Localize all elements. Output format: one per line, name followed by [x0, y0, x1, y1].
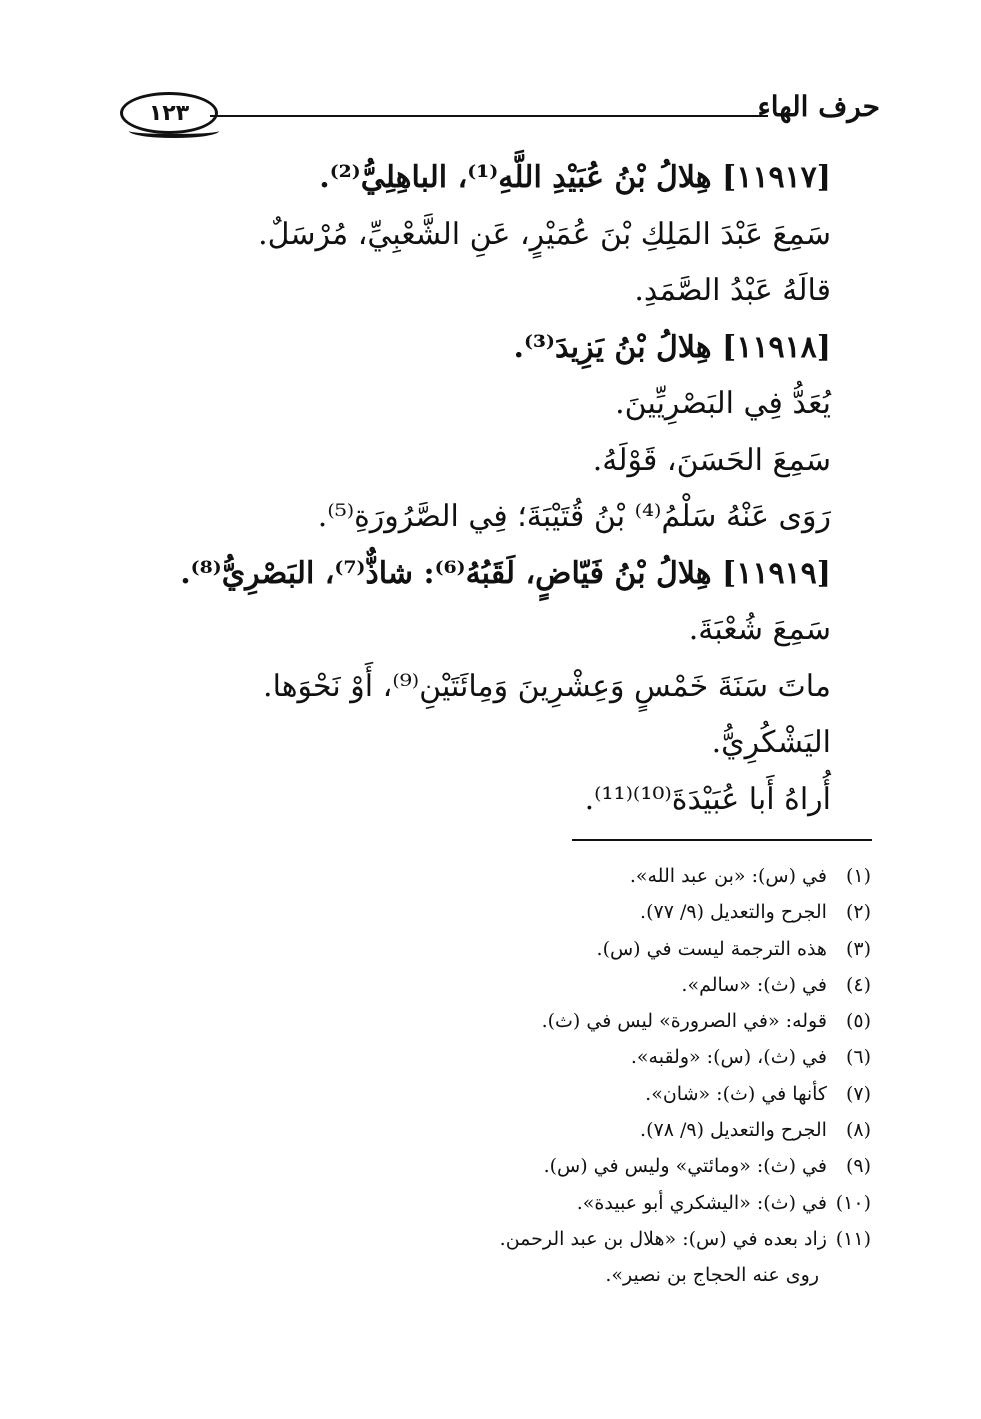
footnote-text: في (س): «بن عبد الله». — [629, 865, 827, 887]
footnote — [111, 1076, 871, 1112]
entry-heading: [١١٩١٨] هِلالُ بْنُ يَزِيدَ⁽³⁾. — [513, 329, 831, 365]
footnote — [111, 1039, 871, 1075]
footnote-number: (٣) — [845, 937, 871, 960]
footnote-text: في (ث)، (س): «ولقبه». — [630, 1046, 827, 1069]
footnote-number: (١١) — [835, 1227, 871, 1250]
footnote-separator — [572, 839, 872, 841]
footnote-text: قوله: «في الصرورة» ليس في (ث). — [541, 1010, 827, 1033]
footnote — [111, 1221, 871, 1257]
footnote-text: الجرح والتعديل (٩/ ٧٨). — [640, 1119, 827, 1142]
footnote — [111, 894, 871, 930]
header-rule — [210, 115, 768, 117]
footnote — [111, 931, 871, 967]
footnote-number: (٥) — [845, 1010, 871, 1033]
footnote — [111, 858, 871, 894]
footnote-text: الجرح والتعديل (٩/ ٧٧). — [640, 901, 827, 924]
text-line: ماتَ سَنَةَ خَمْسٍ وَعِشْرِينَ وَمِائَتَيْنِ⁽⁹⁾، أَوْ نَحْوَها. — [263, 668, 831, 704]
text-line: سَمِعَ عَبْدَ المَلِكِ بْنَ عُمَيْرٍ، عَنِ الشَّعْبِيِّ، مُرْسَلٌ. — [258, 216, 831, 252]
footnote-text: هذه الترجمة ليست في (س). — [596, 937, 827, 960]
footnote — [111, 1112, 871, 1148]
text-line: اليَشْكُرِيُّ. — [711, 725, 831, 760]
footnote-text: روى عنه الحجاج بن نصير». — [605, 1264, 819, 1287]
text-line: سَمِعَ شُعْبَةَ. — [688, 612, 831, 647]
footnote-number: (٤) — [845, 973, 871, 996]
page-number: ١٢٣ — [120, 92, 218, 134]
footnote-number: (٢) — [845, 901, 871, 924]
footnote-number: (١) — [845, 865, 871, 887]
text-line: أُراهُ أَبا عُبَيْدَةَ⁽¹⁰⁾⁽¹¹⁾. — [584, 781, 831, 817]
page-header — [120, 84, 880, 144]
footnote-text: في (ث): «اليشكري أبو عبيدة». — [576, 1191, 827, 1214]
text-line: رَوَى عَنْهُ سَلْمُ⁽⁴⁾ بْنُ قُتَيْبَةَ؛ فِي الصَّرُورَةِ⁽⁵⁾. — [317, 499, 831, 534]
text-line: سَمِعَ الحَسَنَ، قَوْلَهُ. — [592, 442, 831, 478]
footnote-number: (٨) — [845, 1119, 871, 1142]
main-text — [111, 150, 831, 828]
footnote-text: في (ث): «سالم». — [681, 973, 827, 996]
chapter-title: حرف الهاء — [757, 90, 880, 123]
text-line: يُعَدُّ فِي البَصْرِيِّينَ. — [615, 386, 831, 421]
footnote — [111, 1003, 871, 1039]
footnotes — [111, 858, 871, 1294]
footnote-text: في (ث): «ومائتي» وليس في (س). — [543, 1155, 827, 1178]
footnote-number: (١٠) — [835, 1191, 871, 1214]
footnote-text: زاد بعده في (س): «هلال بن عبد الرحمن. — [499, 1227, 827, 1250]
text-line: قالَهُ عَبْدُ الصَّمَدِ. — [634, 273, 831, 308]
footnote — [111, 967, 871, 1003]
footnote-text: كأنها في (ث): «شان». — [645, 1082, 827, 1105]
footnote-continuation — [111, 1257, 871, 1293]
footnote — [111, 1185, 871, 1221]
footnote-number: (٧) — [845, 1082, 871, 1105]
footnote-number: (٩) — [845, 1155, 871, 1178]
entry-heading: [١١٩١٧] هِلالُ بْنُ عُبَيْدِ اللَّهِ⁽¹⁾، الباهِلِيُّ⁽²⁾. — [319, 160, 831, 195]
entry-heading: [١١٩١٩] هِلالُ بْنُ فَيّاضٍ، لَقَبُهُ⁽⁶⁾: شاذٌّ⁽⁷⁾، البَصْرِيُّ⁽⁸⁾. — [180, 555, 831, 591]
footnote-number: (٦) — [845, 1046, 871, 1069]
footnote — [111, 1148, 871, 1184]
